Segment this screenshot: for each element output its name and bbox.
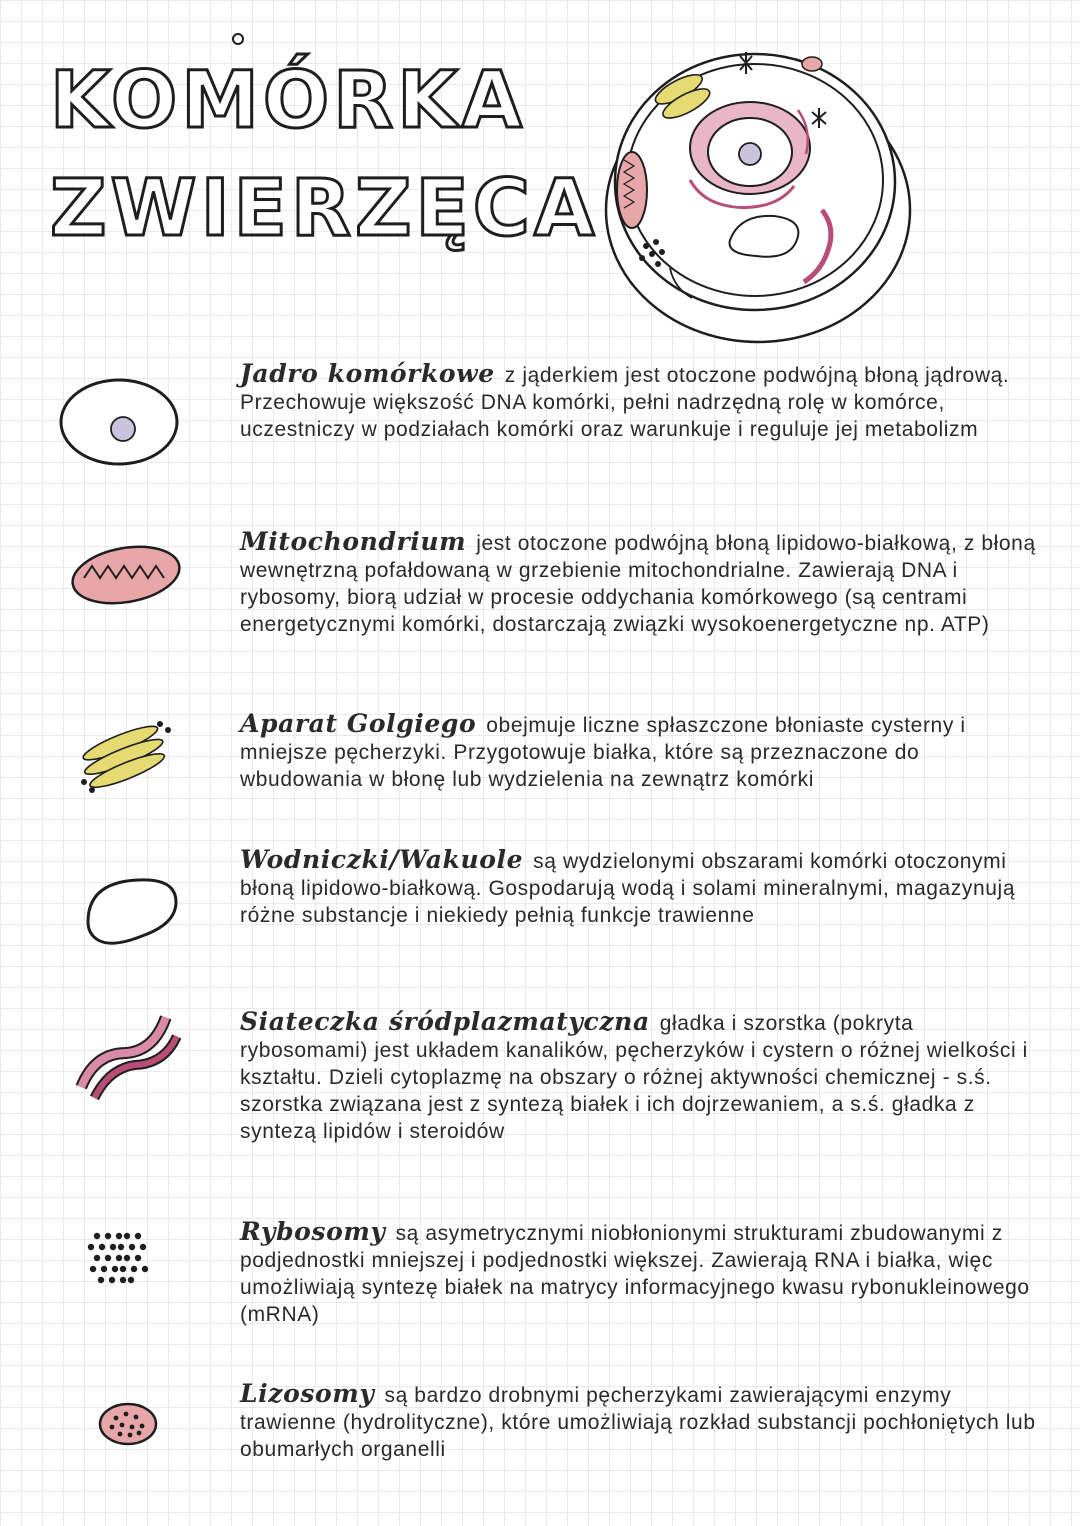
entry-title: Lizosomy — [240, 1379, 375, 1408]
entry-description: z jąderkiem jest otoczone podwójną błoną jądrową. Przechowuje większość DNA komórki, pełni nadrzędną rolę w komórce, uczestniczy w podziałach komórki oraz warunkuje i reguluje jej metabolizm — [240, 364, 1010, 441]
ribosome-dot — [135, 1255, 141, 1261]
ribosome-dot — [98, 1277, 104, 1283]
ribosome-dot — [135, 1233, 141, 1239]
ribosome-dot — [120, 1266, 126, 1272]
ribosome-dot — [99, 1244, 105, 1250]
ribosome-dot — [94, 1233, 100, 1239]
entry-description: są wydzielonymi obszarami komórki otoczonymi błoną lipidowo-białkową. Gospodarują wodą i solami mineralnymi, magazynują różne substancje i niekiedy pełnią funkcje trawienne — [240, 850, 1016, 927]
ribosome-dot — [140, 1244, 146, 1250]
ribosome-dot — [109, 1277, 115, 1283]
ribosome-dot — [128, 1277, 134, 1283]
vacuole-icon — [76, 868, 184, 958]
ribosomes-icon — [80, 1228, 156, 1288]
ribosome-dot — [105, 1255, 111, 1261]
ribosome-dot — [124, 1233, 130, 1239]
entry-er — [240, 1008, 1040, 1145]
accent-mark-icon — [230, 30, 244, 48]
ribosome-dot — [116, 1255, 122, 1261]
golgi-icon — [72, 712, 180, 802]
er-icon — [66, 1010, 190, 1110]
entry-title: Mitochondrium — [240, 527, 467, 556]
title-line-1: KOMÓRKA — [50, 56, 527, 146]
entry-description: gładka i szorstka (pokryta rybosomami) jest układem kanalików, pęcherzyków i cystern o różnej wielkości i kształtu. Dzieli cytoplazmę na obszary o różnej aktywności chemicznej - s.ś. szorstka związana jest z syntezą białek i ich dojrzewaniem, a s.ś. gładka z syntezą lipidów i steroidów — [240, 1012, 1028, 1143]
ribosome-dot — [101, 1266, 107, 1272]
ribosome-dot — [131, 1266, 137, 1272]
entry-vacuole — [240, 846, 1040, 929]
entry-title: Rybosomy — [240, 1217, 386, 1246]
title-line-2: ZWIERZĘCA — [50, 164, 599, 254]
ribosome-dot — [112, 1266, 118, 1272]
ribosome-dot — [88, 1244, 94, 1250]
ribosome-dot — [129, 1244, 135, 1250]
entry-title: Jadro komórkowe — [240, 359, 495, 388]
entry-description: są bardzo drobnymi pęcherzykami zawierającymi enzymy trawienne (hydrolityczne), które umożliwiają rozkład substancji pochłoniętych lub obumarłych organelli — [240, 1384, 1036, 1461]
entry-description: obejmuje liczne spłaszczone błoniaste cysterny i mniejsze pęcherzyki. Przygotowuje białka, które są przeznaczone do wbudowania w błonę lub wydzielenia na zewnątrz komórki — [240, 714, 966, 791]
entry-nucleus — [240, 360, 1040, 443]
entry-mitochondrion — [240, 528, 1040, 638]
ribosome-dot — [124, 1255, 130, 1261]
ribosome-dot — [94, 1255, 100, 1261]
nucleus-icon — [56, 370, 182, 470]
ribosome-dot — [110, 1244, 116, 1250]
ribosome-dot — [90, 1266, 96, 1272]
ribosome-dot — [120, 1277, 126, 1283]
lysosome-icon — [96, 1400, 160, 1448]
entry-title: Aparat Golgiego — [240, 709, 477, 738]
ribosome-dot — [105, 1233, 111, 1239]
animal-cell-illustration — [590, 30, 920, 350]
entry-title: Siateczka śródplazmatyczna — [240, 1007, 650, 1036]
entry-lysosome — [240, 1380, 1040, 1463]
entry-golgi — [240, 710, 1040, 793]
ribosome-dot — [118, 1244, 124, 1250]
ribosome-dot — [116, 1233, 122, 1239]
entry-description: są asymetrycznymi niobłonionymi strukturami zbudowanymi z podjednostki mniejszej i podjednostki większej. Zawierają RNA i białka, więc umożliwiają syntezę białek na matrycy informacyjnego kwasu rybonukleinowego (mRNA) — [240, 1222, 1030, 1326]
entry-ribosomes — [240, 1218, 1040, 1328]
entry-description: jest otoczone podwójną błoną lipidowo-białkową, z błoną wewnętrzną pofałdowaną w grzebienie mitochondrialne. Zawierają DNA i rybosomy, biorą udział w procesie oddychania komórkowego (są centrami energetycznymi komórki, dostarczają związki wysokoenergetyczne np. ATP) — [240, 532, 1036, 636]
entry-title: Wodniczki/Wakuole — [240, 845, 524, 874]
ribosome-dot — [142, 1266, 148, 1272]
mitochondrion-icon — [66, 540, 186, 610]
